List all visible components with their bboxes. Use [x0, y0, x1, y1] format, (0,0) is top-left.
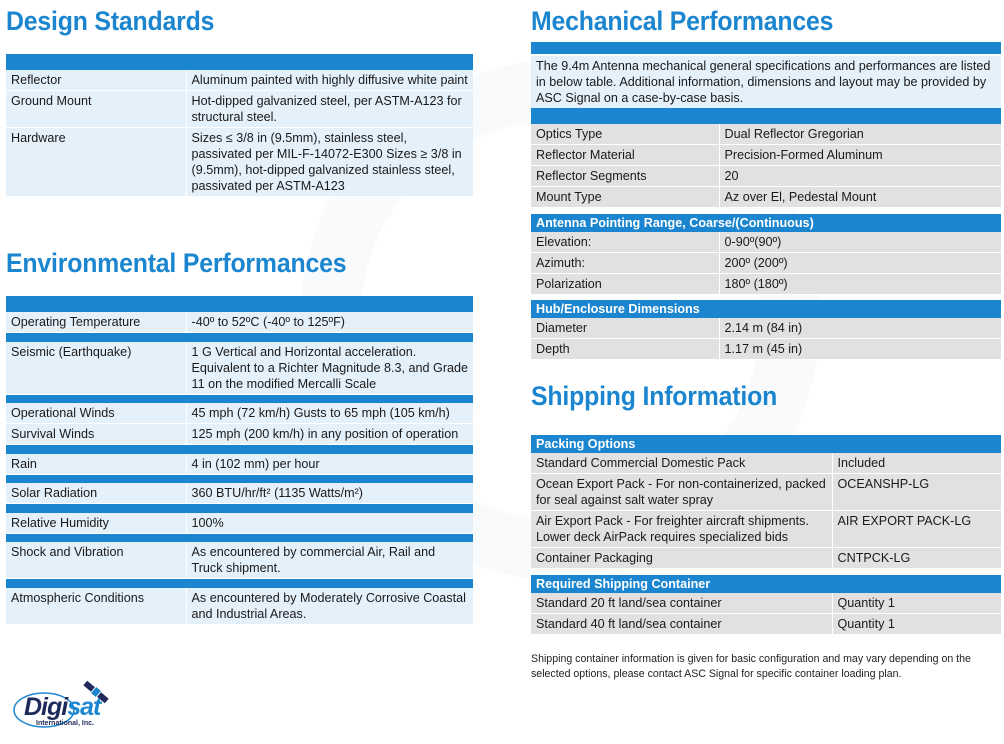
row-value: Quantity 1 — [832, 593, 1001, 614]
row-value: OCEANSHP-LG — [832, 474, 1001, 511]
row-value: 125 mph (200 km/h) in any position of operation — [186, 424, 473, 445]
row-label: Optics Type — [531, 124, 719, 145]
row-label: Depth — [531, 339, 719, 360]
required-container-header: Required Shipping Container — [531, 575, 1001, 593]
table-row — [6, 342, 473, 395]
design-standards-title: Design Standards — [6, 6, 215, 36]
table-row — [6, 454, 473, 475]
row-value: Sizes ≤ 3/8 in (9.5mm), stainless steel, passivated per MIL-F-14072-E300 Sizes ≥ 3/8 in (9.5mm), hot-dipped galvanized stainless steel, passivated per ASTM-A123 — [186, 128, 473, 197]
environmental-table — [6, 296, 473, 625]
row-label: Seismic (Earthquake) — [6, 342, 186, 395]
table-row — [531, 339, 1001, 360]
row-label: Relative Humidity — [6, 513, 186, 534]
row-value: 4 in (102 mm) per hour — [186, 454, 473, 475]
row-separator — [6, 445, 473, 454]
row-value: Az over El, Pedestal Mount — [719, 187, 1001, 208]
row-label: Standard 20 ft land/sea container — [531, 593, 832, 614]
row-value: 1.17 m (45 in) — [719, 339, 1001, 360]
row-value: Aluminum painted with highly diffusive white paint — [186, 70, 473, 91]
table-row — [6, 588, 473, 625]
table-row — [6, 403, 473, 424]
mechanical-general-table — [531, 108, 1001, 360]
row-label: Standard Commercial Domestic Pack — [531, 453, 832, 474]
table-header-bar — [6, 54, 473, 70]
table-row — [531, 232, 1001, 253]
row-label: Survival Winds — [6, 424, 186, 445]
logo-part2: sat — [67, 693, 101, 721]
row-label: Standard 40 ft land/sea container — [531, 613, 832, 634]
pointing-range-header: Antenna Pointing Range, Coarse/(Continuous) — [531, 214, 1001, 232]
table-row — [6, 91, 473, 128]
table-row — [6, 513, 473, 534]
row-value: 100% — [186, 513, 473, 534]
table-row — [531, 124, 1001, 145]
table-row — [6, 70, 473, 91]
table-row — [6, 312, 473, 333]
row-label: Shock and Vibration — [6, 542, 186, 579]
row-label: Mount Type — [531, 187, 719, 208]
row-label: Elevation: — [531, 232, 719, 253]
row-separator — [6, 333, 473, 342]
row-separator — [6, 394, 473, 403]
row-value: 20 — [719, 166, 1001, 187]
logo-wordmark — [24, 693, 100, 722]
row-label: Atmospheric Conditions — [6, 588, 186, 625]
row-value: Quantity 1 — [832, 613, 1001, 634]
table-row — [531, 511, 1001, 548]
row-value: 180º (180º) — [719, 273, 1001, 294]
design-standards-table — [6, 54, 473, 197]
table-row — [6, 483, 473, 504]
table-row — [531, 166, 1001, 187]
row-label: Solar Radiation — [6, 483, 186, 504]
row-value: AIR EXPORT PACK-LG — [832, 511, 1001, 548]
shipping-table — [531, 435, 1001, 635]
row-separator — [6, 504, 473, 513]
row-value: Included — [832, 453, 1001, 474]
row-label: Reflector Segments — [531, 166, 719, 187]
shipping-title: Shipping Information — [531, 381, 778, 411]
table-row — [531, 187, 1001, 208]
table-row — [531, 474, 1001, 511]
table-row — [531, 273, 1001, 294]
row-label: Operational Winds — [6, 403, 186, 424]
packing-options-header: Packing Options — [531, 435, 1001, 453]
table-row — [531, 613, 1001, 634]
row-value: Dual Reflector Gregorian — [719, 124, 1001, 145]
table-header-bar — [6, 296, 473, 312]
table-header-bar — [531, 108, 1001, 124]
environmental-title: Environmental Performances — [6, 248, 347, 278]
row-label: Operating Temperature — [6, 312, 186, 333]
table-row — [531, 252, 1001, 273]
row-label: Hardware — [6, 128, 186, 197]
intro-header-bar — [531, 42, 1001, 54]
table-row — [531, 318, 1001, 339]
table-row — [531, 548, 1001, 569]
row-value: -40º to 52ºC (-40º to 125ºF) — [186, 312, 473, 333]
row-label: Ground Mount — [6, 91, 186, 128]
row-value: As encountered by commercial Air, Rail and Truck shipment. — [186, 542, 473, 579]
row-label: Azimuth: — [531, 252, 719, 273]
row-value: CNTPCK-LG — [832, 548, 1001, 569]
row-value: Hot-dipped galvanized steel, per ASTM-A123 for structural steel. — [186, 91, 473, 128]
row-value: 0-90º(90º) — [719, 232, 1001, 253]
row-value: 45 mph (72 km/h) Gusts to 65 mph (105 km/h) — [186, 403, 473, 424]
row-value: 360 BTU/hr/ft² (1135 Watts/m²) — [186, 483, 473, 504]
row-label: Reflector — [6, 70, 186, 91]
row-value: 1 G Vertical and Horizontal acceleration. Equivalent to a Richter Magnitude 8.3, and Grade 11 on the modified Mercalli Scale — [186, 342, 473, 395]
table-row — [6, 424, 473, 445]
table-row — [6, 542, 473, 579]
row-label: Ocean Export Pack - For non-containerized, packed for seal against salt water spray — [531, 474, 832, 511]
table-row — [6, 128, 473, 197]
table-row — [531, 453, 1001, 474]
row-label: Air Export Pack - For freighter aircraft shipments. Lower deck AirPack requires specialized bids — [531, 511, 832, 548]
digisat-logo — [10, 676, 120, 740]
row-value: As encountered by Moderately Corrosive Coastal and Industrial Areas. — [186, 588, 473, 625]
row-separator — [6, 579, 473, 588]
row-value: 2.14 m (84 in) — [719, 318, 1001, 339]
logo-subtitle: International, Inc. — [36, 720, 94, 727]
row-label: Diameter — [531, 318, 719, 339]
row-separator — [6, 533, 473, 542]
row-label: Polarization — [531, 273, 719, 294]
row-label: Reflector Material — [531, 145, 719, 166]
row-label: Rain — [6, 454, 186, 475]
logo-part1: Digi — [24, 693, 68, 721]
mechanical-intro: The 9.4m Antenna mechanical general specifications and performances are listed in below table. Additional information, dimensions and layout may be provided by ASC Signal on a case-by-case basis. — [531, 56, 1001, 110]
row-value: Precision-Formed Aluminum — [719, 145, 1001, 166]
table-row — [531, 593, 1001, 614]
row-separator — [6, 474, 473, 483]
hub-dimensions-header: Hub/Enclosure Dimensions — [531, 300, 1001, 318]
row-value: 200º (200º) — [719, 252, 1001, 273]
row-label: Container Packaging — [531, 548, 832, 569]
shipping-note: Shipping container information is given for basic configuration and may vary depending on the selected options, please contact ASC Signal for specific container loading plan. — [531, 653, 971, 680]
table-row — [531, 145, 1001, 166]
mechanical-title: Mechanical Performances — [531, 6, 834, 36]
